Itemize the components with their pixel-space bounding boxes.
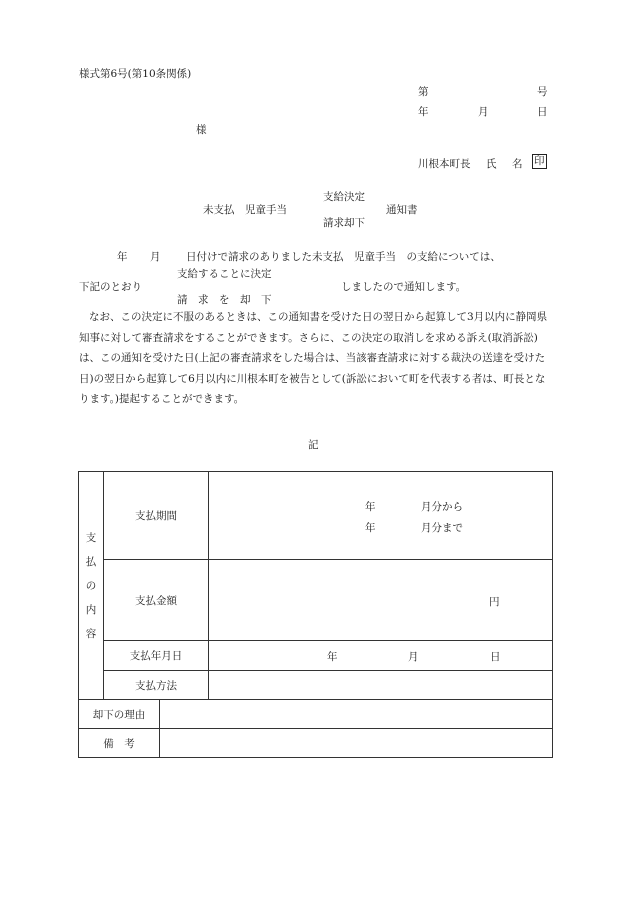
payment-amount-field[interactable]: 円	[209, 560, 553, 641]
title-right: 通知書	[386, 204, 418, 216]
body-line2-suffix: しましたので通知します。	[341, 281, 467, 293]
issuer-title: 川根本町長	[418, 158, 471, 170]
appeal-notice: なお、この決定に不服のあるときは、この通知書を受けた日の翌日から起算して3月以内に静岡県知事に対して審査請求をすることができます。さらに、この決定の取消しを求める訴え(取消訴訟)は、この通知を受けた日(上記の審査請求をした場合は、当該審査請求に対する裁決の送達を受けた日)の翌日から起算して6月以内に川根本町を被告として(訴訟において町を代表する者は、町長となります。)提起することができます。	[79, 311, 548, 405]
payment-period-field[interactable]: 年 月分から 年 月分まで	[209, 472, 553, 560]
document-number-suffix: 号	[537, 86, 548, 98]
body-line1-text: 日付けで請求のありました未支払 児童手当 の支給については、	[186, 251, 501, 263]
ki-heading: 記	[308, 439, 319, 451]
date-month: 月	[478, 106, 489, 118]
seal-box	[532, 154, 547, 169]
body-line2-prefix: 下記のとおり	[79, 281, 142, 293]
form-number-label: 様式第6号(第10条関係)	[79, 68, 192, 80]
payment-date-label: 支払年月日	[104, 641, 209, 671]
payment-amount-label: 支払金額	[104, 560, 209, 641]
title-option-rejection: 請求却下	[323, 217, 365, 229]
body-year: 年	[117, 251, 128, 263]
addressee-suffix: 様	[196, 124, 207, 136]
date-year: 年	[418, 106, 429, 118]
title-left: 未支払 児童手当	[203, 204, 287, 216]
seal-mark: 印	[534, 155, 545, 167]
rejection-reason-field[interactable]	[160, 700, 553, 729]
payment-period-label: 支払期間	[104, 472, 209, 560]
title-option-decision: 支給決定	[323, 191, 365, 203]
payment-date-field[interactable]: 年 月 日	[209, 641, 553, 671]
body-option-decision: 支給することに決定	[177, 268, 272, 280]
body-option-rejection: 請 求 を 却 下	[177, 294, 272, 306]
payment-details-table	[78, 471, 553, 758]
document-number-prefix: 第	[418, 86, 429, 98]
date-day: 日	[537, 106, 548, 118]
issuer-name-shi: 氏	[486, 158, 497, 170]
rejection-reason-label: 却下の理由	[79, 700, 160, 729]
issuer-name-mei: 名	[512, 158, 523, 170]
payment-method-field[interactable]	[209, 671, 553, 700]
body-month: 月	[150, 251, 161, 263]
remarks-label: 備 考	[79, 729, 160, 758]
payment-method-label: 支払方法	[104, 671, 209, 700]
remarks-field[interactable]	[160, 729, 553, 758]
payment-content-group-label: 支 払 の 内 容	[79, 472, 104, 700]
